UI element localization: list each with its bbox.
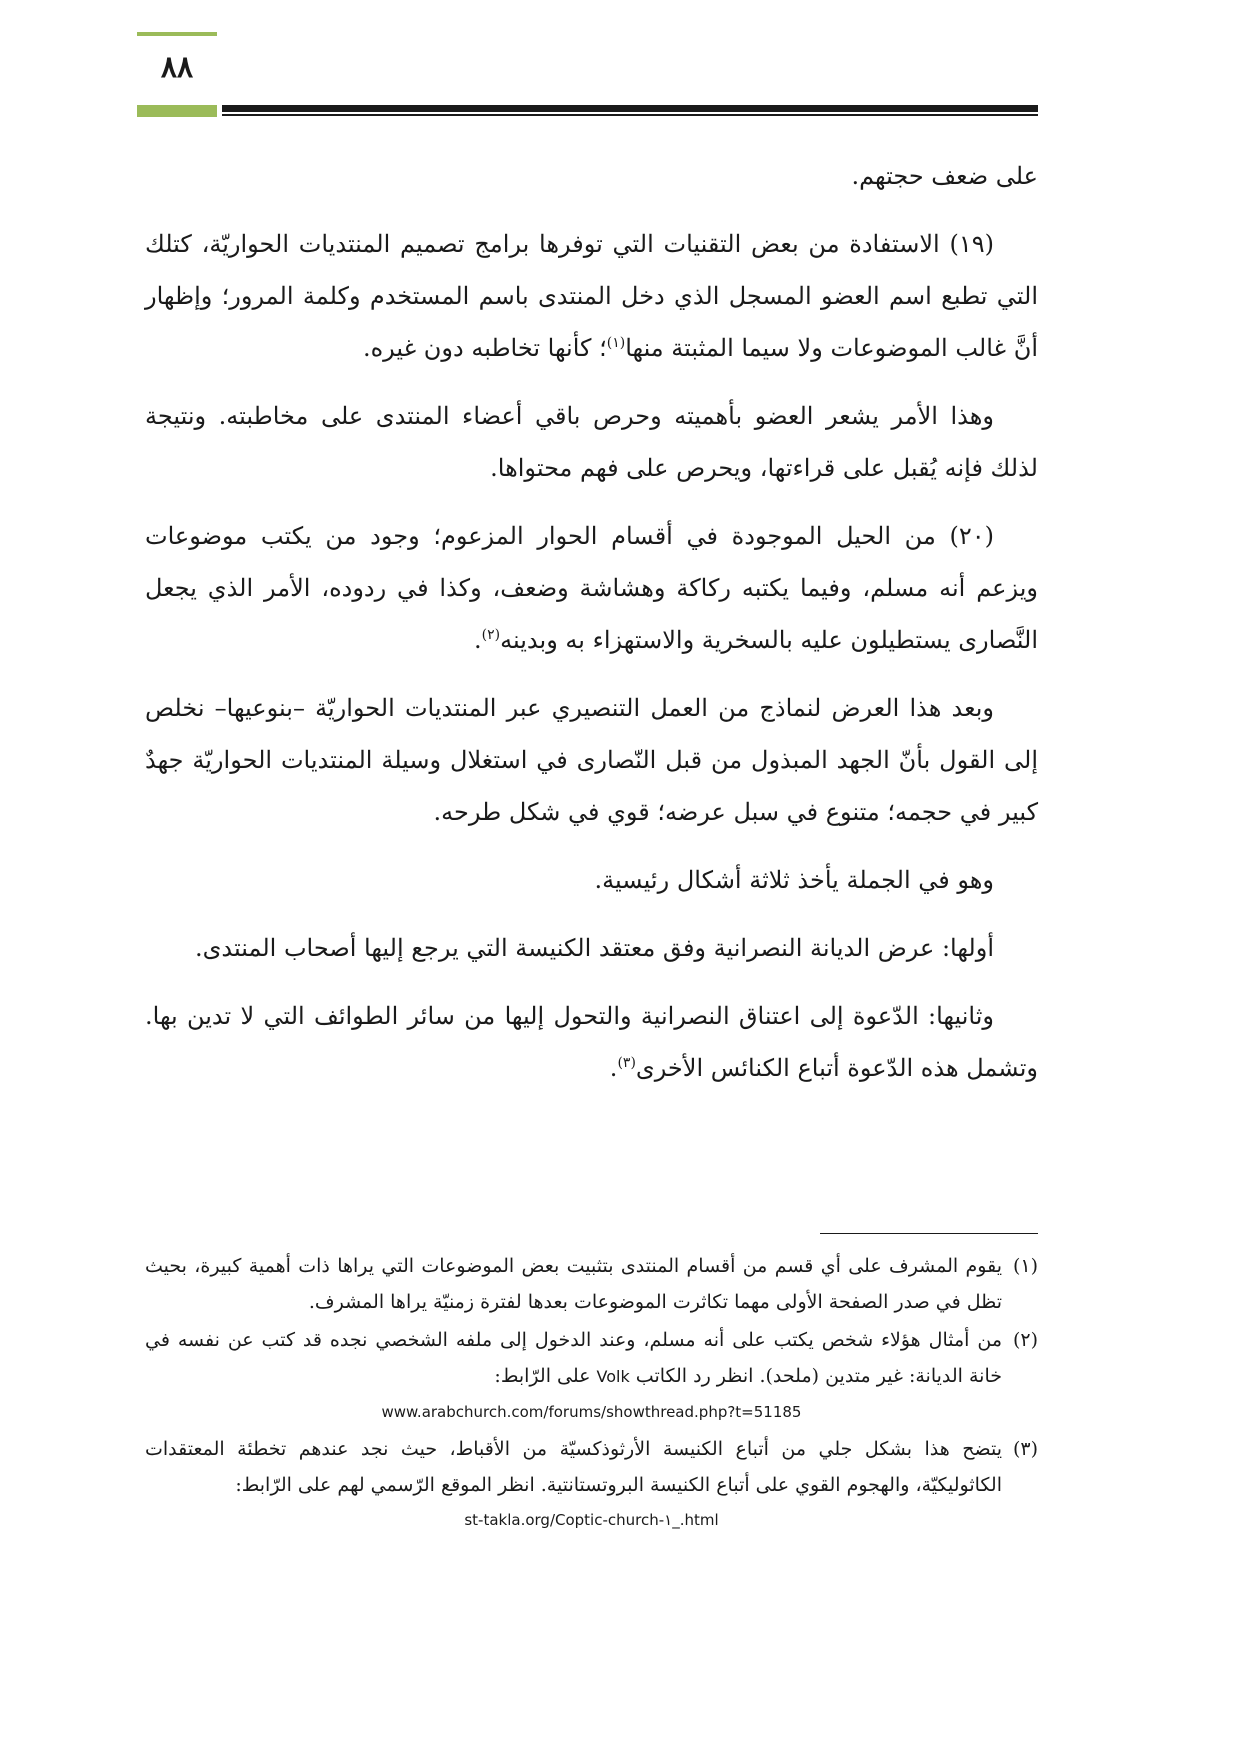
footnote-separator bbox=[820, 1233, 1038, 1234]
footnote-2 bbox=[145, 1322, 1038, 1395]
paragraph-1: على ضعف حجتهم. bbox=[851, 162, 1038, 190]
paragraph-5: وبعد هذا العرض لنماذج من العمل التنصيري عبر المنتديات الحواريّة –بنوعيها– نخلص إلى القول بأنّ الجهد المبذول من قبل النّصارى في استغلال وسيلة المنتديات الحواريّة جهدٌ كبير في حجمه؛ متنوع في سبل عرضه؛ قوي في شكل طرحه. bbox=[145, 694, 1038, 826]
paragraph-3: وهذا الأمر يشعر العضو بأهميته وحرص باقي أعضاء المنتدى على مخاطبته. ونتيجة لذلك فإنه يُقبل على قراءتها، ويحرص على فهم محتواها. bbox=[145, 402, 1038, 482]
paragraph-2-tail: ؛ كأنها تخاطبه دون غيره. bbox=[362, 334, 607, 362]
page-number: ٨٨ bbox=[160, 50, 194, 85]
footnote-3-url[interactable]: st-takla.org/Coptic-church-١_.html bbox=[464, 1511, 719, 1529]
paragraph-2 bbox=[145, 218, 1038, 374]
footnotes bbox=[145, 1248, 1038, 1539]
footnote-3-text: يتضح هذا بشكل جلي من أتباع الكنيسة الأرثوذكسيّة من الأقباط، حيث نجد عندهم تخطئة المعتقدات الكاثوليكيّة، والهجوم القوي على أتباع الكنيسة البروتستانتية. انظر الموقع الرّسمي لهم على الرّابط: bbox=[145, 1438, 1002, 1496]
footnote-1-text: يقوم المشرف على أي قسم من أقسام المنتدى بتثبيت بعض الموضوعات التي يراها ذات أهمية كبيرة، بحيث تظل في صدر الصفحة الأولى مهما تكاثرت الموضوعات بعدها لفترة زمنيّة يراها المشرف. bbox=[145, 1255, 1002, 1313]
header-accent-bar-bottom bbox=[137, 105, 217, 117]
paragraph-4-text: (٢٠) من الحيل الموجودة في أقسام الحوار المزعوم؛ وجود من يكتب موضوعات ويزعم أنه مسلم، وفيما يكتبه ركاكة وهشاشة وضعف، وكذا في ردوده، الأمر الذي يجعل النَّصارى يستطيلون عليه بالسخرية والاستهزاء به وبدينه bbox=[145, 522, 1038, 654]
footnote-2-number: (٢) bbox=[1012, 1329, 1038, 1351]
footnote-3 bbox=[145, 1431, 1038, 1503]
main-text bbox=[145, 150, 1038, 1110]
paragraph-4 bbox=[145, 510, 1038, 666]
footnote-3-number: (٣) bbox=[1012, 1438, 1038, 1460]
paragraph-8-text: وثانيها: الدّعوة إلى اعتناق النصرانية والتحول إليها من سائر الطوائف التي لا تدين بها. وتشمل هذه الدّعوة أتباع الكنائس الأخرى bbox=[145, 1002, 1038, 1082]
footnote-2-url[interactable]: www.arabchurch.com/forums/showthread.php?t=51185 bbox=[381, 1403, 802, 1421]
footnote-1 bbox=[145, 1248, 1038, 1320]
paragraph-7: أولها: عرض الديانة النصرانية وفق معتقد الكنيسة التي يرجع إليها أصحاب المنتدى. bbox=[194, 934, 994, 962]
footnote-2-text-a: من أمثال هؤلاء شخص يكتب على أنه مسلم، وعند الدخول إلى ملفه الشخصي نجده قد كتب عن نفسه في خانة الديانة: غير متدين (ملحد). انظر رد الكاتب bbox=[145, 1329, 1002, 1387]
paragraph-8-tail: . bbox=[609, 1054, 618, 1082]
paragraph-2-text: (١٩) الاستفادة من بعض التقنيات التي توفرها برامج تصميم المنتديات الحواريّة، كتلك التي تطبع اسم العضو المسجل الذي دخل المنتدى باسم المستخدم وكلمة المرور؛ وإظهار أنَّ غالب الموضوعات ولا سيما المثبتة منها bbox=[145, 230, 1038, 362]
footnote-ref-3[interactable]: (٣) bbox=[617, 1055, 636, 1071]
header-rule-thick bbox=[222, 105, 1038, 112]
paragraph-4-tail: . bbox=[474, 626, 482, 654]
footnote-1-number: (١) bbox=[1012, 1255, 1038, 1277]
footnote-2-text-b: على الرّابط: bbox=[494, 1365, 591, 1387]
footnote-2-author: Volk bbox=[596, 1367, 630, 1386]
paragraph-8 bbox=[145, 990, 1038, 1094]
header-accent-bar-top bbox=[137, 32, 217, 36]
footnote-ref-2[interactable]: (٢) bbox=[481, 627, 501, 643]
header-rule-thin bbox=[222, 114, 1038, 116]
footnote-ref-1[interactable]: (١) bbox=[606, 335, 626, 351]
paragraph-6: وهو في الجملة يأخذ ثلاثة أشكال رئيسية. bbox=[594, 866, 994, 894]
